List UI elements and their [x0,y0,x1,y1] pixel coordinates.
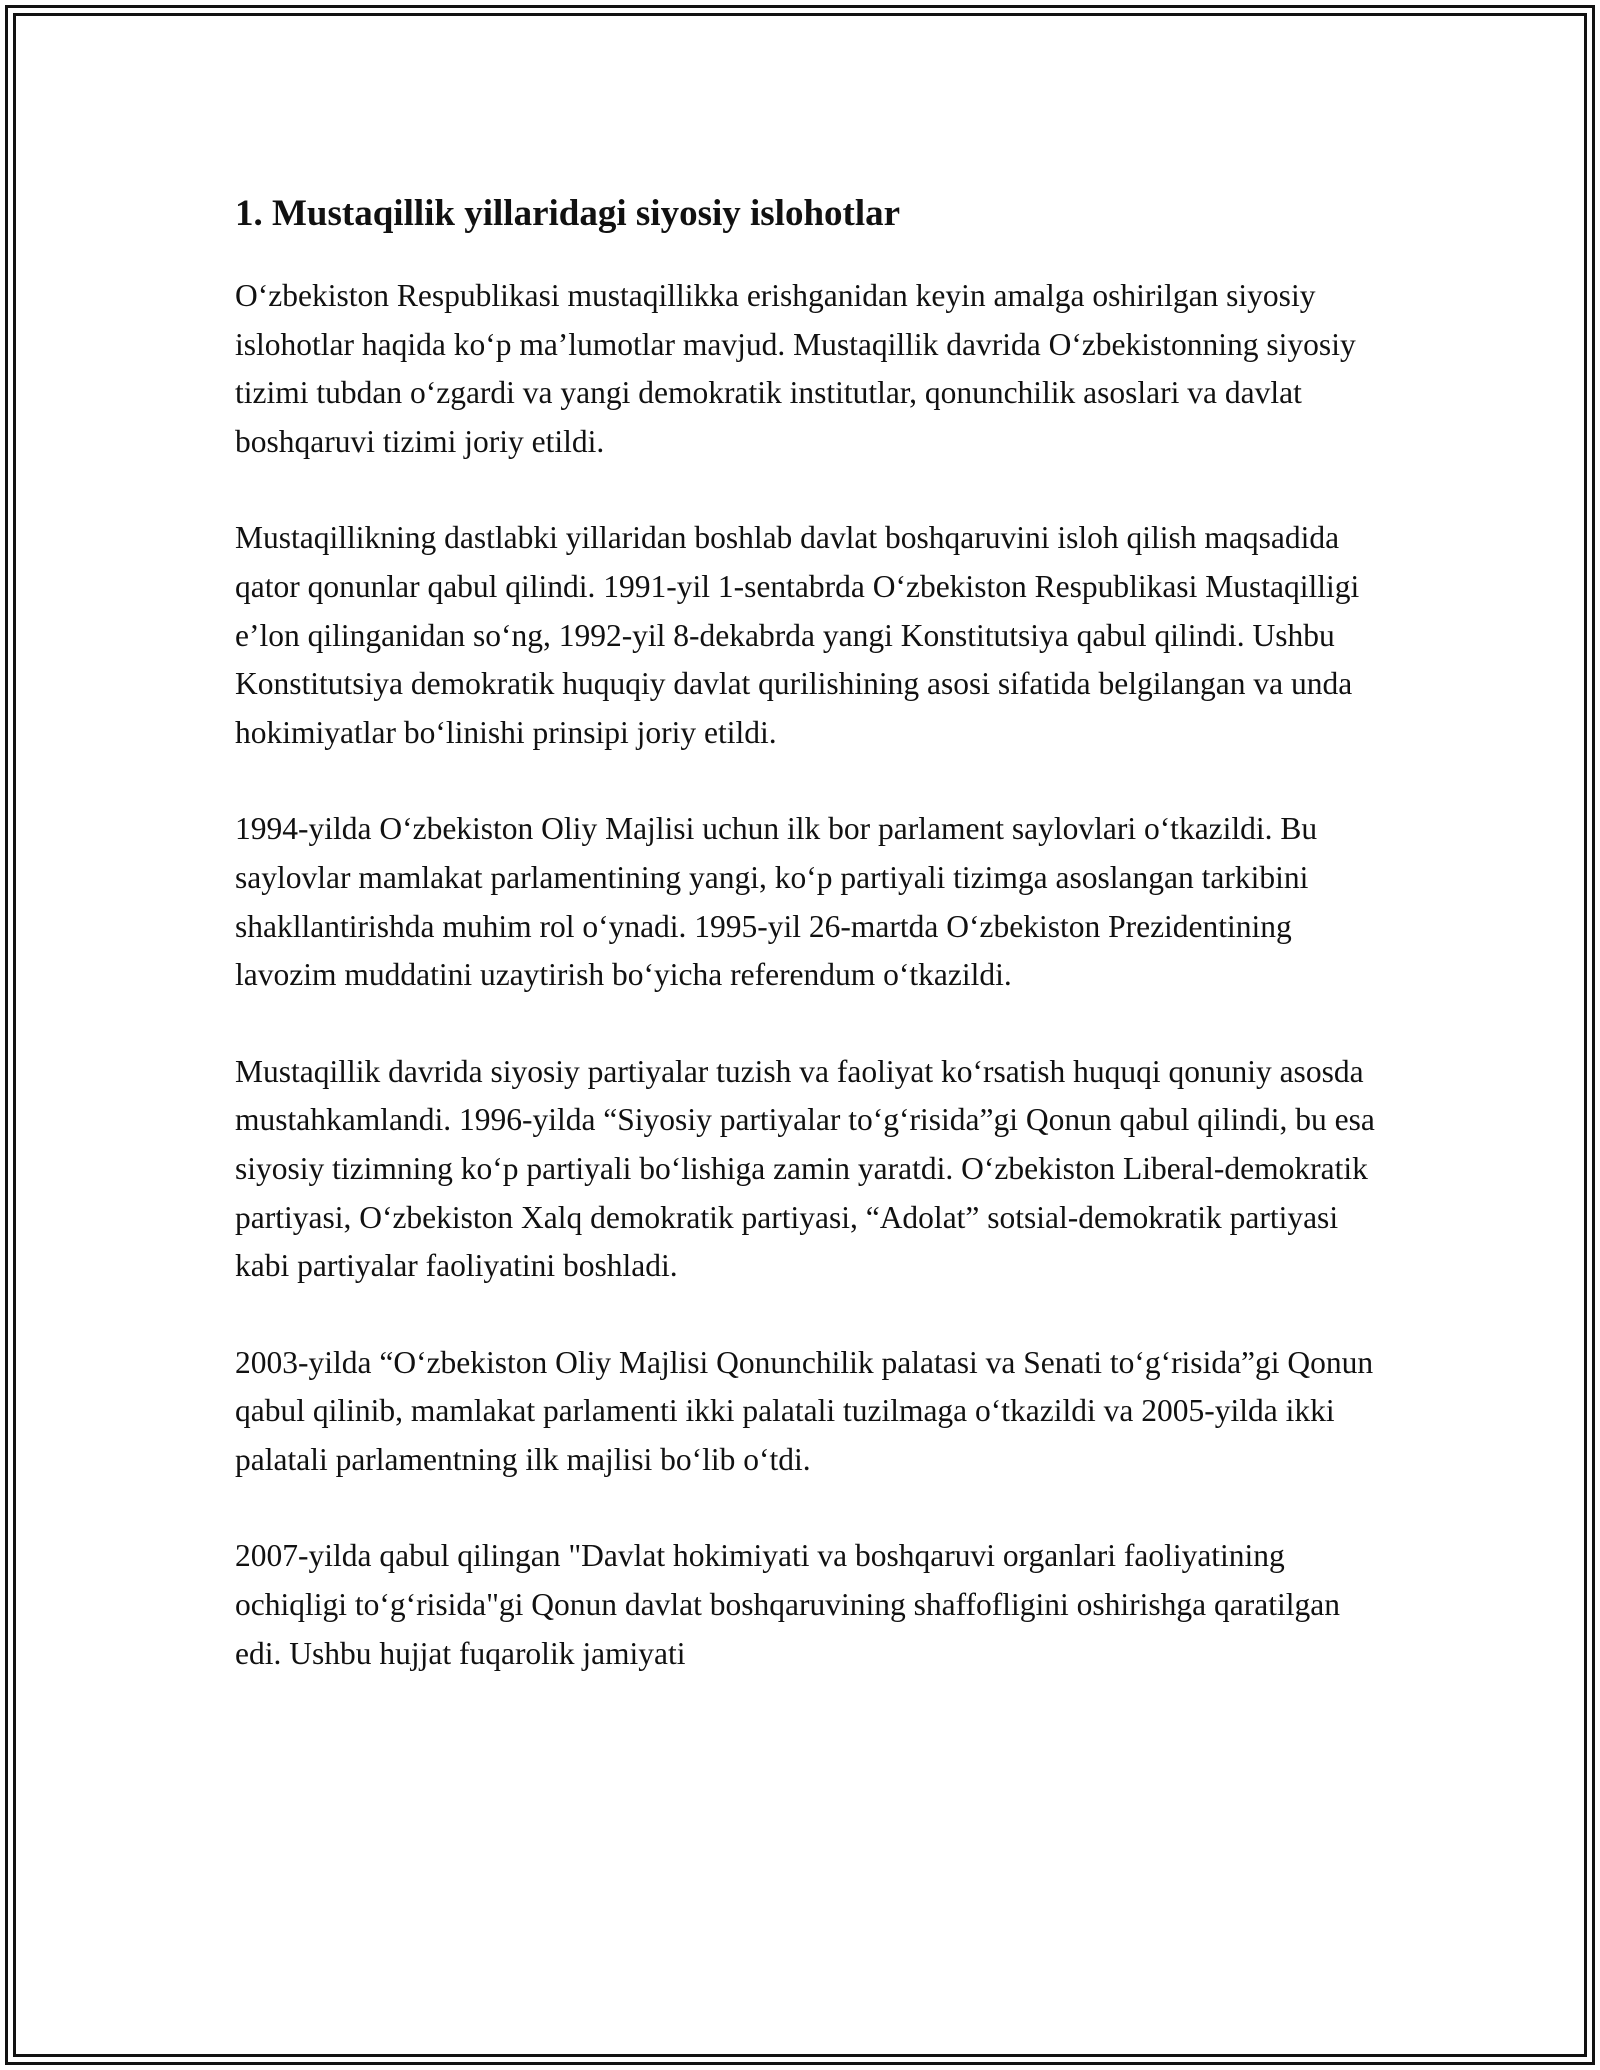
paragraph-6: 2007-yilda qabul qilingan "Davlat hokimiyati va boshqaruvi organlari faoliyatining ochiqligi to‘g‘risida"gi Qonun davlat boshqaruvining shaffofligini oshirishga qaratilgan edi. Ushbu hujjat fuqarolik jamiyati [235,1538,1340,1671]
paragraph-5: 2003-yilda “O‘zbekiston Oliy Majlisi Qonunchilik palatasi va Senati to‘g‘risida”gi Qonun qabul qilinib, mamlakat parlamenti ikki palatali tuzilmaga o‘tkazildi va 2005-yilda ikki palatali parlamentning ilk majlisi bo‘lib o‘tdi. [235,1344,1374,1477]
paragraph-3: 1994-yilda O‘zbekiston Oliy Majlisi uchun ilk bor parlament saylovlari o‘tkazildi. Bu saylovlar mamlakat parlamentining yangi, ko‘p partiyali tizimga asoslangan tarkibini shakllantirishda muhim rol o‘ynadi. 1995-yil 26-martda O‘zbekiston Prezidentining lavozim muddatini uzaytirish bo‘yicha referendum o‘tkazildi. [235,811,1318,993]
paragraph-2: Mustaqillikning dastlabki yillaridan boshlab davlat boshqaruvini isloh qilish maqsadida qator qonunlar qabul qilindi. 1991-yil 1-sentabrda O‘zbekiston Respublikasi Mustaqilligi e’lon qilinganidan so‘ng, 1992-yil 8-dekabrda yangi Konstitutsiya qabul qilindi. Ushbu Konstitutsiya demokratik huquqiy davlat qurilishining asosi sifatida belgilangan va unda hokimiyatlar bo‘linishi prinsipi joriy etildi. [235,520,1360,750]
document-page [235,186,1385,1678]
paragraph-1: O‘zbekiston Respublikasi mustaqillikka erishganidan keyin amalga oshirilgan siyosiy islohotlar haqida ko‘p ma’lumotlar mavjud. Mustaqillik davrida O‘zbekistonning siyosiy tizimi tubdan o‘zgardi va yangi demokratik institutlar, qonunchilik asoslari va davlat boshqaruvi tizimi joriy etildi. [235,278,1356,459]
paragraph-4: Mustaqillik davrida siyosiy partiyalar tuzish va faoliyat ko‘rsatish huquqi qonuniy asosda mustahkamlandi. 1996-yilda “Siyosiy partiyalar to‘g‘risida”gi Qonun qabul qilindi, bu esa siyosiy tizimning ko‘p partiyali bo‘lishiga zamin yaratdi. O‘zbekiston Liberal-demokratik partiyasi, O‘zbekiston Xalq demokratik partiyasi, “Adolat” sotsial-demokratik partiyasi kabi partiyalar faoliyatini boshladi. [235,1053,1375,1284]
section-heading: 1. Mustaqillik yillaridagi siyosiy islohotlar [235,193,901,234]
